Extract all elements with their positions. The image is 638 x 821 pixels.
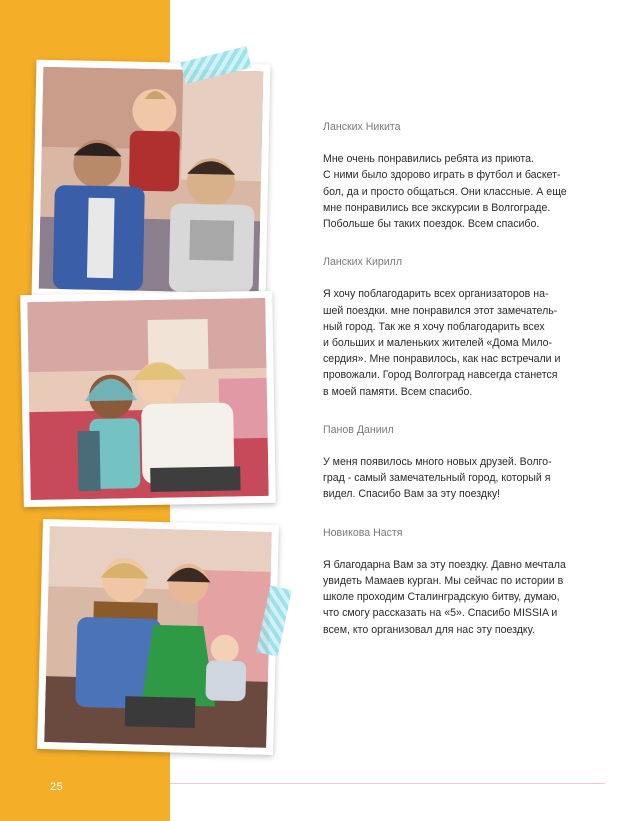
photo-icon: [27, 298, 268, 500]
testimonial-entry: [323, 422, 593, 503]
photo-icon: [39, 67, 264, 294]
testimonial-text: У меня появилось много новых друзей. Волго- град - самый замечательный город, который я видел. Спасибо Вам за эту поездку!: [323, 456, 552, 501]
page-number: 25: [50, 781, 64, 793]
testimonial-author: Панов Даниил: [323, 423, 394, 436]
photo-icon: [44, 526, 272, 748]
photo-girls-hugging: [20, 291, 276, 507]
testimonial-text: Мне очень понравились ребята из приюта. С ними было здорово играть в футбол и баскет- бол, да и просто общаться. Они классные. А еще мне понравились все экскурсии в Волгограде. Побольше бы таких поездок. Всем спасибо.: [323, 153, 567, 231]
testimonial-entry: [323, 119, 593, 232]
testimonial-text: Я хочу поблагодарить всех организаторов на- шей поездки. мне понравился этот замечатель- ный город. Так же я хочу поблагодарить всех и больших и маленьких жителей «Дома Мило- сердия». Мне понравилось, как нас встречали и провожали. Город Волгоград навсегда станется в моей памяти. Всем спасибо.: [323, 288, 561, 398]
photo-girls-with-doll: [37, 519, 279, 755]
footer-divider: [170, 783, 605, 784]
testimonial-entry: [323, 525, 593, 638]
photo-three-boys: [32, 60, 271, 301]
testimonial-author: Новикова Настя: [323, 526, 403, 539]
testimonial-author: Ланских Кирилл: [323, 256, 403, 269]
testimonial-author: Ланских Никита: [323, 121, 401, 133]
testimonial-text: Я благодарна Вам за эту поездку. Давно мечтала увидеть Мамаев курган. Мы сейчас по истории в школе проходим Сталинградскую битву, думаю, что смогу рассказать на «5». Спасибо MISSIA и всем, кто организовал для нас эту поездку.: [323, 558, 566, 636]
testimonials-column: [323, 119, 593, 660]
testimonial-entry: [323, 254, 593, 400]
